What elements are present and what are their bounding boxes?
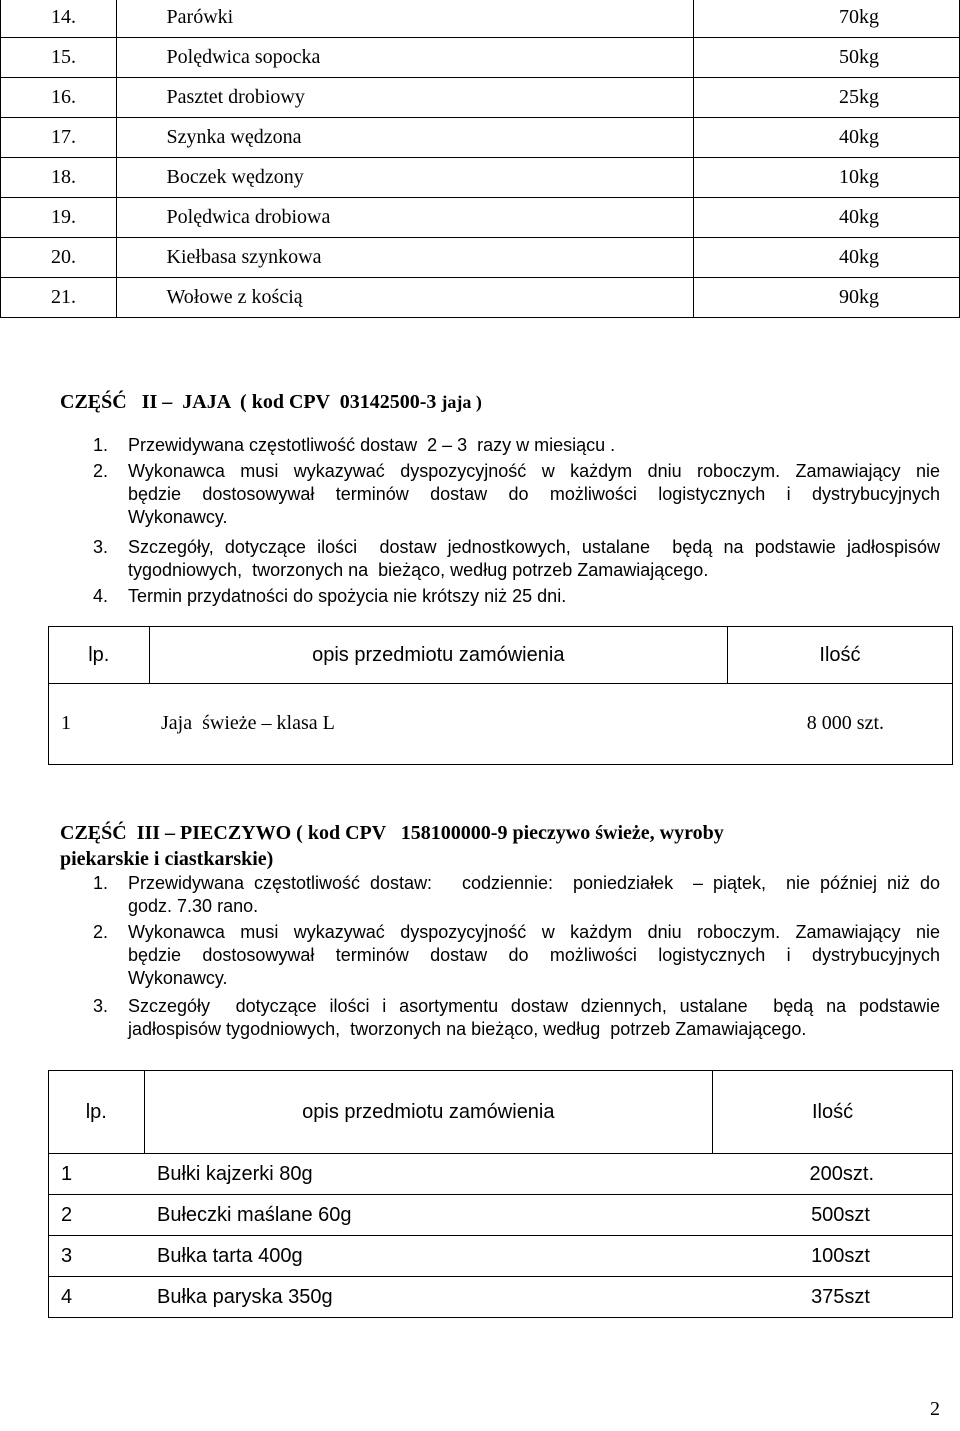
product-quantity: 8 000 szt. [806,712,884,734]
row-number: 19. [1,198,117,238]
list-item-number: 2. [93,922,109,942]
row-number: 3 [61,1245,73,1267]
row-number: 1 [61,712,71,734]
product-quantity: 40kg [694,238,960,278]
product-name: Kiełbasa szynkowa [116,238,694,278]
table-row [1,198,960,238]
product-name: Jaja świeże – klasa L [161,712,335,734]
header-description: opis przedmiotu zamówienia [144,1071,712,1154]
row-number: 16. [1,78,117,118]
table-row [1,0,960,38]
product-quantity: 70kg [694,0,960,38]
list-item-text-line: Wykonawcy. [128,507,228,527]
list-item-number: 3. [93,537,109,557]
table-row [1,38,960,78]
part2-heading [60,391,482,414]
product-quantity: 90kg [694,278,960,318]
list-item-number: 3. [93,996,109,1016]
table-row [49,684,953,765]
product-quantity: 40kg [694,118,960,158]
list-item-text: Przewidywana częstotliwość dostaw 2 – 3 razy w miesiącu . [128,435,616,455]
list-item-text-line: Wykonawca musi wykazywać dyspozycyjność w każdym dniu roboczym. Zamawiający nie [128,922,940,942]
table-row [49,1154,953,1195]
list-item-number: 1. [93,435,109,455]
list-item-text-line: tygodniowych, tworzonych na bieżąco, według potrzeb Zamawiającego. [128,560,709,580]
list-item [93,921,943,993]
list-item-text-line: Szczegóły dotyczące ilości i asortymentu dostaw dziennych, ustalane będą na podstawie [128,996,940,1016]
product-quantity: 40kg [694,198,960,238]
list-item [93,460,943,532]
list-item-text-line: będzie dostosowywał terminów dostaw do możliwości logistycznych i dystrybucyjnych [128,484,940,504]
part3-heading-line: CZĘŚĆ III – PIECZYWO ( kod CPV 158100000-9 pieczywo świeże, wyroby [60,822,724,844]
row-number: 15. [1,38,117,78]
product-name: Polędwica drobiowa [116,198,694,238]
part2-table [48,626,953,765]
product-quantity: 500szt [811,1204,870,1226]
product-name: Bułki kajzerki 80g [157,1163,313,1185]
list-item-text-line: Przewidywana częstotliwość dostaw: codziennie: poniedziałek – piątek, nie później niż do [128,873,940,893]
table-row [1,118,960,158]
part3-heading-line: piekarskie i ciastkarskie) [60,848,274,870]
list-item [93,995,943,1043]
product-quantity: 375szt [811,1286,870,1308]
row-number: 18. [1,158,117,198]
header-lp: lp. [49,627,150,684]
header-lp: lp. [49,1071,145,1154]
list-item [93,872,943,920]
row-number: 21. [1,278,117,318]
product-quantity: 50kg [694,38,960,78]
list-item-text: Termin przydatności do spożycia nie krótszy niż 25 dni. [128,586,567,606]
page-number: 2 [930,1398,940,1420]
table-header-row [49,1071,953,1154]
product-name: Polędwica sopocka [116,38,694,78]
products-table-top [0,0,960,318]
list-item-number: 4. [93,586,109,606]
part3-heading [60,820,920,872]
list-item-number: 1. [93,873,109,893]
product-quantity: 10kg [694,158,960,198]
table-row [49,1277,953,1318]
table-row [49,1195,953,1236]
table-header-row [49,627,953,684]
product-name: Szynka wędzona [116,118,694,158]
product-name: Pasztet drobiowy [116,78,694,118]
product-name: Bułka paryska 350g [157,1286,333,1308]
row-number: 1 [61,1163,73,1185]
list-item-text-line: będzie dostosowywał terminów dostaw do możliwości logistycznych i dystrybucyjnych [128,945,940,965]
product-quantity: 25kg [694,78,960,118]
list-item-text-line: Szczegóły, dotyczące ilości dostaw jednostkowych, ustalane będą na podstawie jadłospisów [128,537,940,557]
list-item-text-line: jadłospisów tygodniowych, tworzonych na bieżąco, według potrzeb Zamawiającego. [128,1019,807,1039]
product-name: Bułeczki maślane 60g [157,1204,352,1226]
row-number: 2 [61,1204,73,1226]
list-item [93,585,943,609]
list-item-text-line: Wykonawcy. [128,968,228,988]
table-row [1,158,960,198]
product-name: Parówki [116,0,694,38]
row-number: 14. [1,0,117,38]
part3-table [48,1070,953,1318]
row-number: 4 [61,1286,73,1308]
header-quantity: Ilość [713,1071,953,1154]
list-item [93,434,943,458]
table-row [1,78,960,118]
row-number: 20. [1,238,117,278]
product-name: Boczek wędzony [116,158,694,198]
product-name: Wołowe z kością [116,278,694,318]
table-row [1,278,960,318]
table-row [1,238,960,278]
part2-heading-text: CZĘŚĆ II – JAJA ( kod CPV 03142500-3 [60,391,437,413]
product-quantity: 200szt. [809,1163,874,1185]
list-item [93,536,943,584]
list-item-text-line: Wykonawca musi wykazywać dyspozycyjność w każdym dniu roboczym. Zamawiający nie [128,461,940,481]
part2-heading-tail: jaja ) [441,392,482,412]
list-item-number: 2. [93,461,109,481]
row-number: 17. [1,118,117,158]
header-description: opis przedmiotu zamówienia [149,627,727,684]
table-row [49,1236,953,1277]
header-quantity: Ilość [727,627,952,684]
list-item-text-line: godz. 7.30 rano. [128,896,259,916]
product-quantity: 100szt [811,1245,870,1267]
product-name: Bułka tarta 400g [157,1245,303,1267]
